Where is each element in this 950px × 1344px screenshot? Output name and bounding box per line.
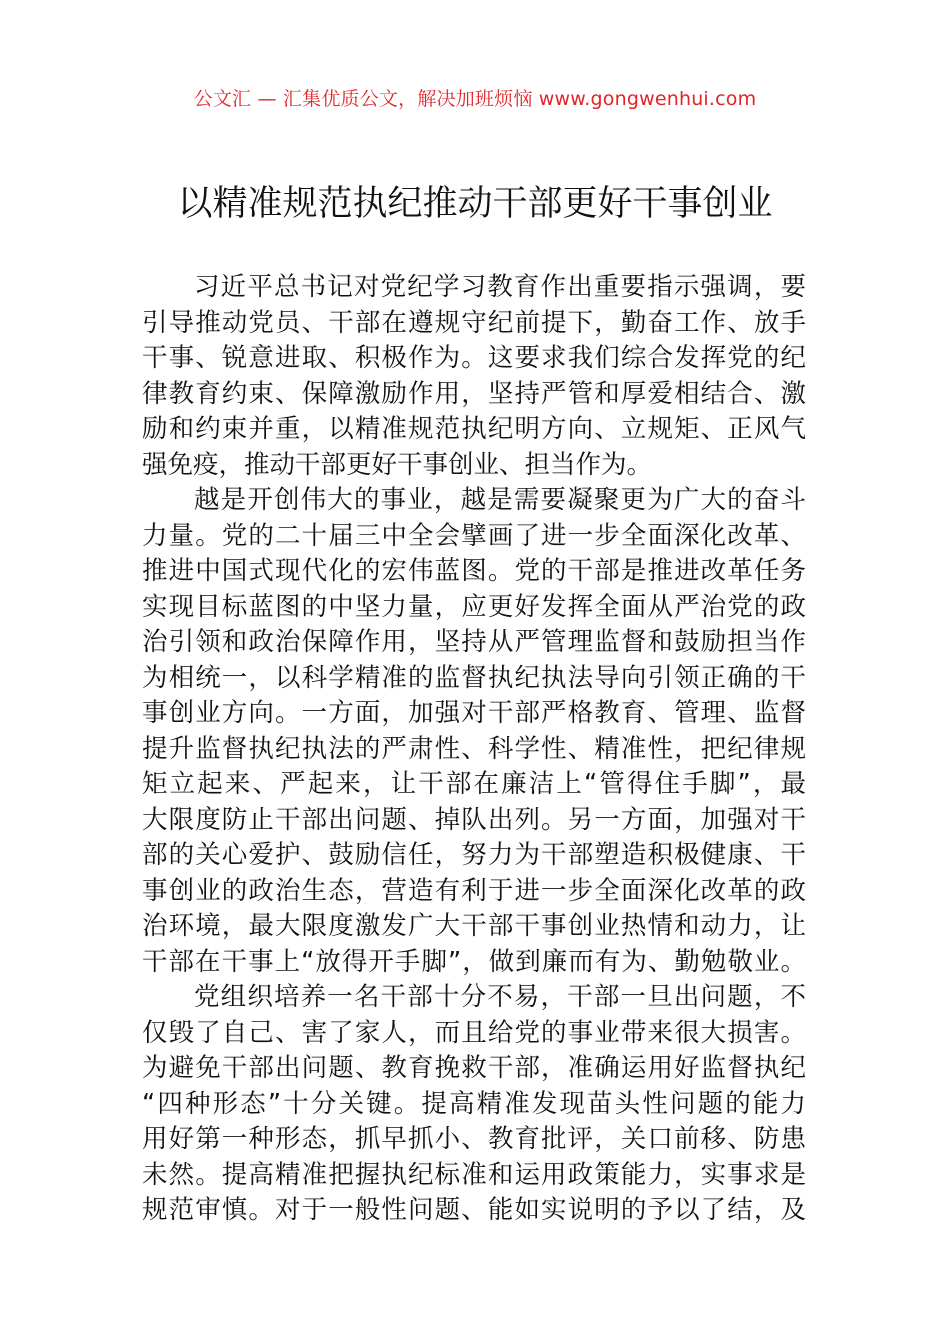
- paragraph-1-line: 习近平总书记对党纪学习教育作出重要指示强调，要: [194, 272, 806, 302]
- paragraph-2-line: 部的关心爱护、鼓励信任，努力为干部塑造积极健康、干: [142, 840, 806, 870]
- paragraph-3-line: 未然。提高精准把握执纪标准和运用政策能力，实事求是: [142, 1159, 806, 1190]
- paragraph-2-line: 大限度防止干部出问题、掉队出列。另一方面，加强对干: [142, 804, 806, 835]
- paragraph-2-line: 实现目标蓝图的中坚力量，应更好发挥全面从严治党的政: [142, 591, 806, 622]
- paragraph-1-line: 强免疫，推动干部更好干事创业、担当作为。: [142, 449, 653, 480]
- paragraph-2-line: 事创业的政治生态，营造有利于进一步全面深化改革的政: [142, 875, 806, 906]
- paragraph-2-line: 力量。党的二十届三中全会擘画了进一步全面深化改革、: [142, 520, 806, 551]
- paragraph-3-line: 党组织培养一名干部十分不易，干部一旦出问题，不: [194, 982, 806, 1012]
- paragraph-2-line: 推进中国式现代化的宏伟蓝图。党的干部是推进改革任务: [142, 556, 806, 586]
- paragraph-1-line: 干事、锐意进取、积极作为。这要求我们综合发挥党的纪: [142, 343, 806, 373]
- paragraph-2-line: 干部在干事上“放得开手脚”，做到廉而有为、勤勉敬业。: [142, 946, 806, 977]
- paragraph-3-line: 为避免干部出问题、教育挽救干部，准确运用好监督执纪: [142, 1053, 806, 1083]
- header-banner: 公文汇 — 汇集优质公文，解决加班烦恼 www.gongwenhui.com: [193, 88, 757, 110]
- document-body: [142, 270, 806, 1229]
- paragraph-2-line: 提升监督执纪执法的严肃性、科学性、精准性，把纪律规: [142, 733, 806, 764]
- paragraph-1-line: 励和约束并重，以精准规范执纪明方向、立规矩、正风气: [142, 414, 806, 444]
- paragraph-2-line: 治引领和政治保障作用，坚持从严管理监督和鼓励担当作: [142, 627, 806, 657]
- paragraph-3-line: “四种形态”十分关键。提高精准发现苗头性问题的能力: [142, 1088, 806, 1119]
- paragraph-1-line: 引导推动党员、干部在遵规守纪前提下，勤奋工作、放手: [142, 307, 806, 338]
- paragraph-1-line: 律教育约束、保障激励作用，坚持严管和厚爱相结合、激: [142, 378, 806, 409]
- paragraph-3-line: 规范审慎。对于一般性问题、能如实说明的予以了结，及: [142, 1195, 806, 1225]
- paragraph-2-line: 事创业方向。一方面，加强对干部严格教育、管理、监督: [142, 698, 806, 728]
- paragraph-2-line: 越是开创伟大的事业，越是需要凝聚更为广大的奋斗: [194, 485, 806, 515]
- paragraph-2-line: 为相统一，以科学精准的监督执纪执法导向引领正确的干: [142, 662, 806, 693]
- paragraph-2-line: 矩立起来、严起来，让干部在廉洁上“管得住手脚”，最: [142, 769, 806, 799]
- paragraph-3-line: 用好第一种形态，抓早抓小、教育批评，关口前移、防患: [142, 1124, 806, 1154]
- paragraph-2-line: 治环境，最大限度激发广大干部干事创业热情和动力，让: [142, 911, 806, 941]
- paragraph-3-line: 仅毁了自己、害了家人，而且给党的事业带来很大损害。: [142, 1017, 806, 1048]
- document-title: 以精准规范执纪推动干部更好干事创业: [177, 184, 773, 224]
